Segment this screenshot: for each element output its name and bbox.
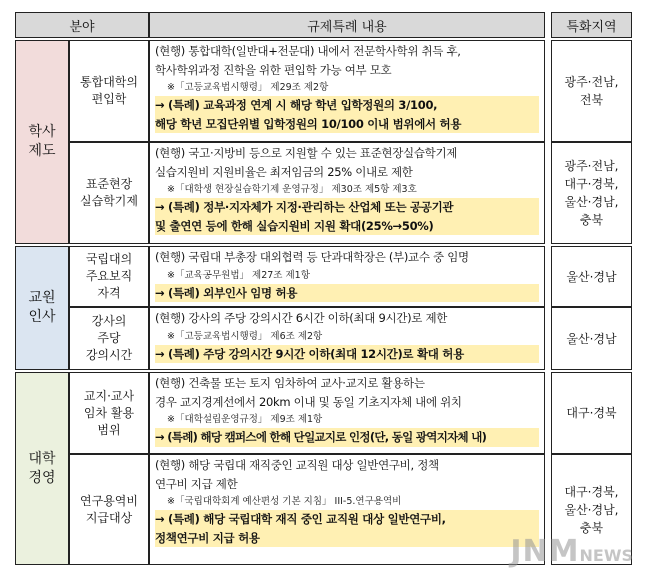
special-line: → (특례) 주당 강의시간 9시간 이하(최대 12시간)로 확대 허용 (155, 345, 539, 364)
region-label: 울산·경남 (566, 269, 617, 284)
sub-field-cell (69, 246, 149, 307)
special-line: → (특례) 해당 캠퍼스에 한해 단일교지로 인정(단, 동일 광역지자체 내) (155, 428, 539, 447)
special-line: → (특례) 정부·지자체가 지정·관리하는 산업체 또는 공공기관 (155, 198, 539, 217)
current-line: 연구비 지급 제한 (155, 476, 238, 491)
region-label: 광주·전남, 대구·경북, 울산·경남, 충북 (564, 159, 619, 227)
sub-field-label: 교지·교사 임차 활용 범위 (83, 388, 135, 437)
legal-note: ※「대학생 현장실습학기제 운영규정」 제30조 제5항 제3호 (167, 184, 417, 195)
watermark-main: JNM (510, 534, 580, 569)
header-content-label: 규제특례 내용 (307, 19, 387, 35)
category-faculty (15, 246, 69, 370)
content-cell (149, 40, 545, 142)
current-line: (현행) 강사의 주당 강의시간 6시간 이하(최대 9시간)로 제한 (155, 311, 448, 325)
content-cell (149, 307, 545, 370)
header-field-label: 분야 (69, 19, 95, 35)
special-line: 및 출연연 등에 한해 실습지원비 지원 확대(25%→50%) (155, 217, 539, 236)
sub-field-label: 연구용역비 지급대상 (80, 493, 138, 525)
header-region-label: 특화지역 (566, 19, 617, 35)
region-cell (551, 246, 632, 307)
legal-note: ※「대학설립운영규정」 제9조 제1항 (167, 414, 323, 425)
category-label: 교원 인사 (28, 290, 56, 325)
sub-field-cell (69, 372, 149, 454)
current-line: (현행) 건축물 또는 토지 임차하여 교사·교지로 활용하는 (155, 376, 425, 390)
region-label: 대구·경북 (566, 406, 617, 420)
sub-field-cell (69, 142, 149, 244)
current-line: (현행) 통합대학(일반대+전문대) 내에서 전문학사학위 취득 후, (155, 44, 461, 58)
region-label: 대구·경북, 울산·경남, 충북 (564, 484, 619, 535)
content-cell (149, 246, 545, 307)
news-watermark (510, 534, 633, 569)
category-label: 대학 경영 (28, 450, 56, 486)
special-line: → (특례) 해당 국립대학 재직 중인 교직원 대상 일반연구비, (155, 510, 539, 529)
current-line: 학사학위과정 진학을 위한 편입학 가능 여부 모호 (155, 62, 392, 77)
special-line: 해당 학년 모집단위별 입학정원의 10/100 이내 범위에서 허용 (155, 115, 539, 134)
current-line: 경우 교지경계선에서 20km 이내 및 동일 기초지자체 내에 위치 (155, 394, 462, 409)
current-line: (현행) 국고·지방비 등으로 지원할 수 있는 표준현장실습학기제 (155, 146, 458, 160)
sub-field-label: 표준현장 실습학기제 (80, 177, 138, 208)
content-cell (149, 372, 545, 454)
legal-note: ※「고등교육법시행령」 제29조 제2항 (167, 82, 329, 93)
special-line: → (특례) 교육과정 연계 시 해당 학년 입학정원의 3/100, (155, 96, 539, 115)
watermark-sub: NEWS (579, 546, 633, 565)
sub-field-label: 통합대학의 편입학 (80, 75, 138, 106)
region-label: 광주·전남, 전북 (564, 75, 619, 107)
special-line: → (특례) 외부인사 임명 허용 (155, 284, 539, 303)
category-label: 학사 제도 (28, 124, 56, 159)
region-label: 울산·경남 (566, 331, 617, 346)
header-region (551, 12, 632, 38)
content-cell (149, 142, 545, 244)
sub-field-cell (69, 40, 149, 142)
region-cell (551, 40, 632, 142)
sub-field-label: 강사의 주당 강의시간 (85, 314, 133, 362)
legal-note: ※「국립대학회계 예산편성 기본 지침」 III-5.연구용역비 (167, 496, 402, 507)
region-cell (551, 142, 632, 244)
legal-note: ※「고등교육법시행령」 제6조 제2항 (167, 330, 323, 342)
current-line: (현행) 해당 국립대 재직중인 교직원 대상 일반연구비, 정책 (155, 458, 439, 472)
header-content (149, 12, 545, 38)
special-line: 정책연구비 지급 허용 (155, 529, 539, 548)
sub-field-cell (69, 307, 149, 370)
sub-field-label: 국립대의 주요보직 자격 (85, 252, 133, 300)
legal-note: ※「교육공무원법」 제27조 제1항 (167, 269, 310, 281)
current-line: 실습지원비 지원비율은 최저임금의 25% 이내로 제한 (155, 164, 413, 179)
sub-field-cell (69, 454, 149, 565)
content-cell (149, 454, 545, 565)
current-line: (현행) 국립대 부총장 대외협력 등 단과대학장은 (부)교수 중 임명 (155, 250, 469, 264)
region-cell (551, 307, 632, 370)
header-field (15, 12, 149, 38)
region-cell (551, 372, 632, 454)
category-management (15, 372, 69, 565)
category-academic (15, 40, 69, 244)
